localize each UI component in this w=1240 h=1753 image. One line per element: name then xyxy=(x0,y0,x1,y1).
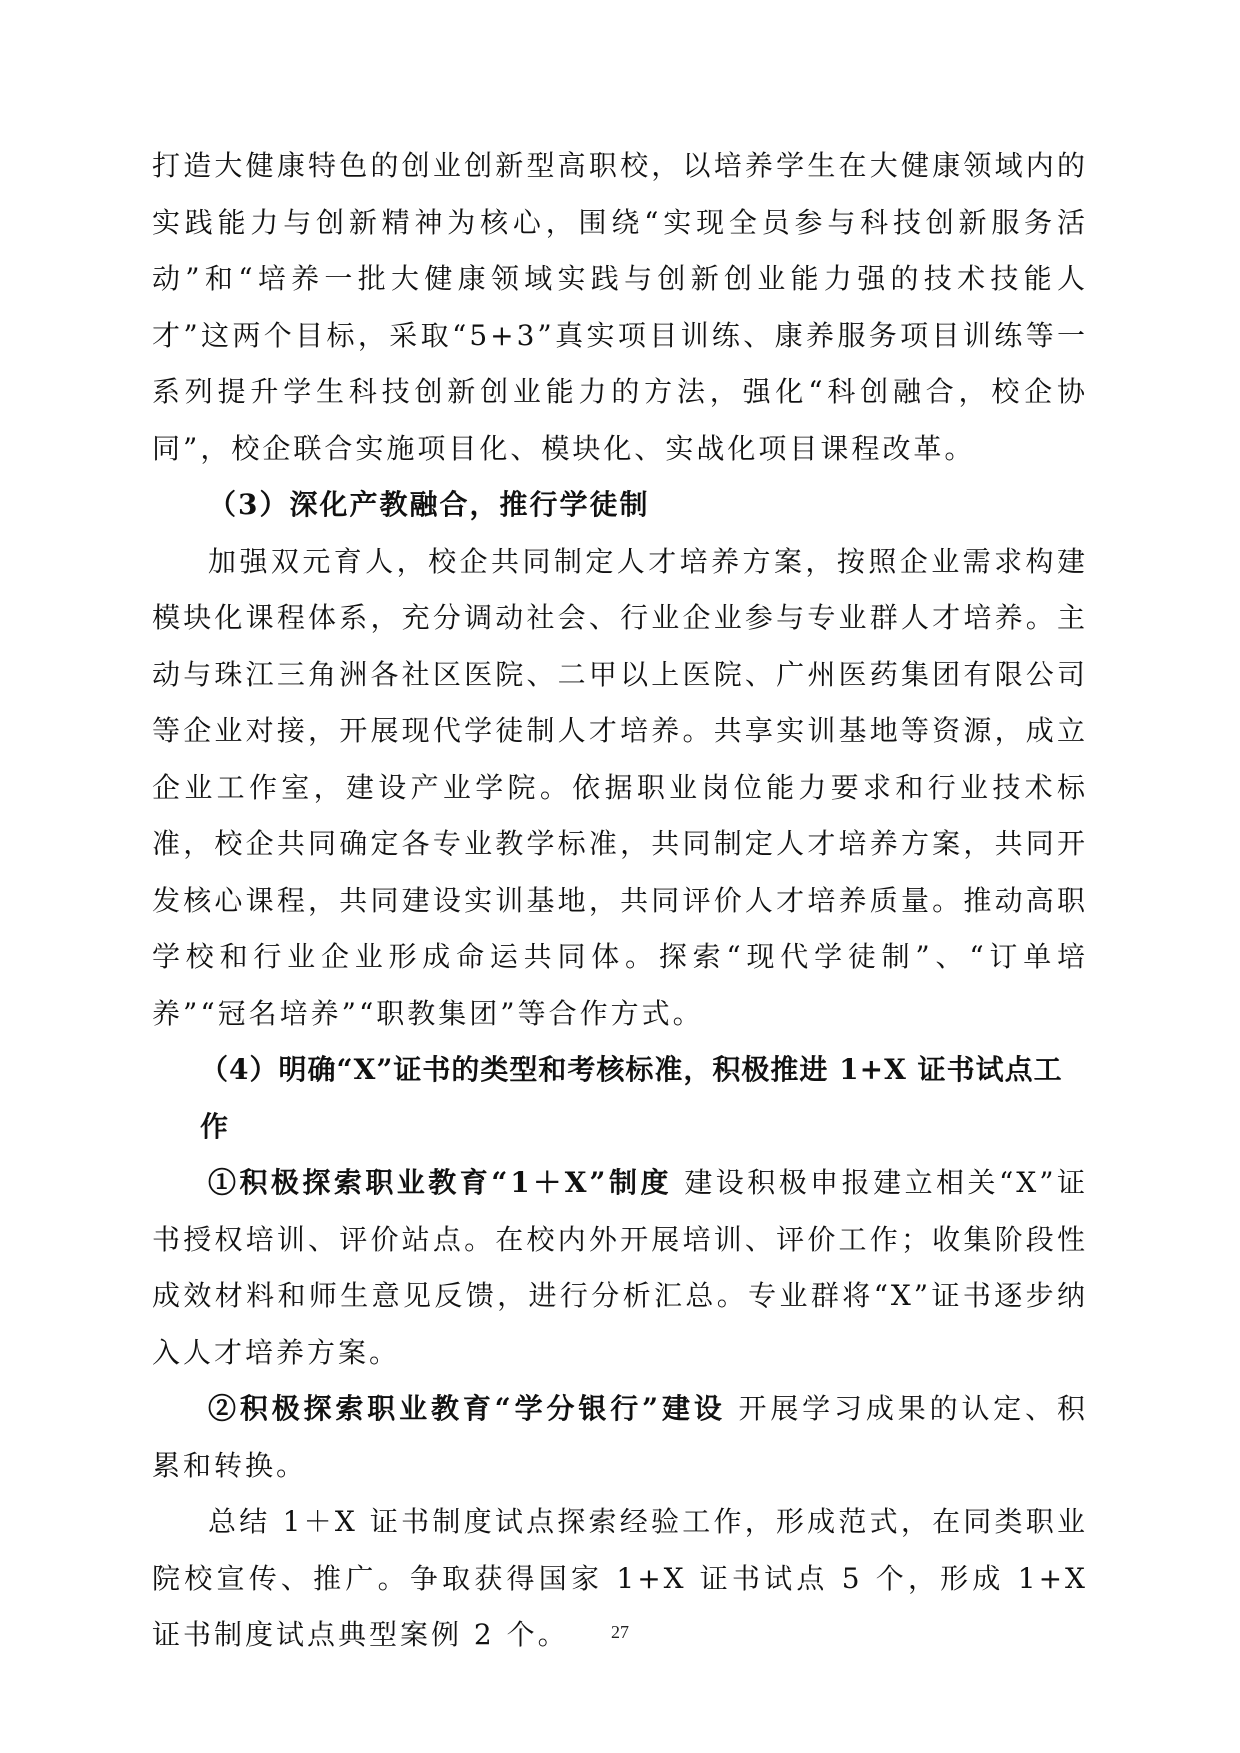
paragraph-intro: 打造大健康特色的创业创新型高职校，以培养学生在大健康领域内的实践能力与创新精神为核心，围绕“实现全员参与科技创新服务活动”和“培养一批大健康领域实践与创新创业能力强的技术技能人才”这两个目标，采取“5+3”真实项目训练、康养服务项目训练等一系列提升学生科技创新创业能力的方法，强化“科创融合，校企协同”，校企联合实施项目化、模块化、实战化项目课程改革。 xyxy=(152,149,1088,465)
section-heading-3: （3）深化产教融合，推行学徒制 xyxy=(208,488,650,521)
page-number: 27 xyxy=(611,1622,629,1642)
section-heading-4: （4）明确“X”证书的类型和考核标准，积极推进 1+X 证书试点工作 xyxy=(200,1053,1063,1143)
paragraph-credit-bank-body: 开展学习成果的认定、积累和转换。 xyxy=(152,1392,1088,1482)
paragraph-credit-bank xyxy=(152,1381,1088,1494)
paragraph-summary: 总结 1＋X 证书制度试点探索经验工作，形成范式，在同类职业院校宣传、推广。争取获得国家 1+X 证书试点 5 个，形成 1+X 证书制度试点典型案例 2 个。 xyxy=(152,1505,1088,1651)
document-body xyxy=(152,138,1088,1664)
paragraph-credit-bank-lead: ②积极探索职业教育“学分银行”建设 xyxy=(208,1392,726,1425)
paragraph-1x-system-body: 建设积极申报建立相关“X”证书授权培训、评价站点。在校内外开展培训、评价工作；收集阶段性成效材料和师生意见反馈，进行分析汇总。专业群将“X”证书逐步纳入人才培养方案。 xyxy=(152,1166,1089,1369)
paragraph-1x-system xyxy=(152,1155,1088,1381)
paragraph-industry-education: 加强双元育人，校企共同制定人才培养方案，按照企业需求构建模块化课程体系，充分调动社会、行业企业参与专业群人才培养。主动与珠江三角洲各社区医院、二甲以上医院、广州医药集团有限公司等企业对接，开展现代学徒制人才培养。共享实训基地等资源，成立企业工作室，建设产业学院。依据职业岗位能力要求和行业技术标准，校企共同确定各专业教学标准，共同制定人才培养方案，共同开发核心课程，共同建设实训基地，共同评价人才培养质量。推动高职学校和行业企业形成命运共同体。探索“现代学徒制”、“订单培养”“冠名培养”“职教集团”等合作方式。 xyxy=(152,544,1088,1030)
paragraph-1x-system-lead: ①积极探索职业教育“1＋X”制度 xyxy=(208,1166,672,1199)
